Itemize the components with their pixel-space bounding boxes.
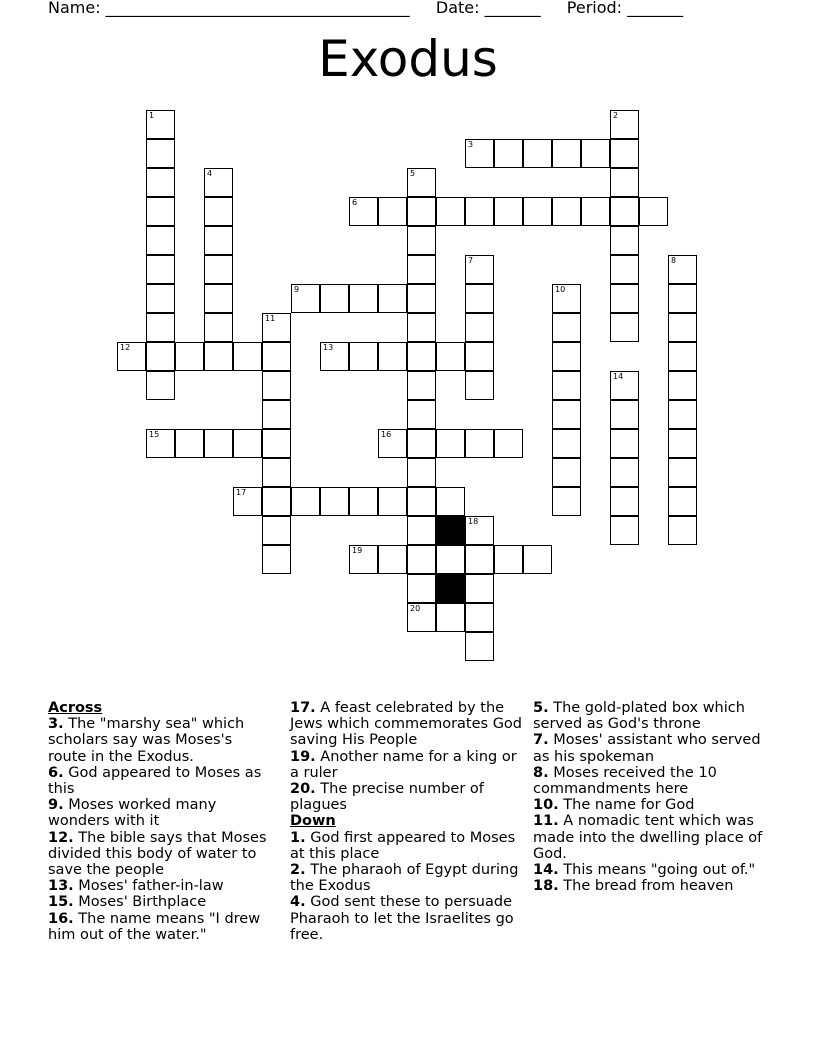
grid-cell[interactable]: [465, 429, 494, 458]
grid-cell[interactable]: [146, 255, 175, 284]
clues-column-1: [48, 700, 273, 943]
grid-cell[interactable]: [552, 313, 581, 342]
clue-number: 6: [352, 198, 358, 207]
grid-cell[interactable]: [610, 197, 639, 226]
clue-number: 4: [207, 169, 213, 178]
grid-cell[interactable]: [117, 342, 146, 371]
grid-cell[interactable]: [523, 197, 552, 226]
grid-cell[interactable]: [610, 226, 639, 255]
clue-item: [290, 700, 526, 749]
clue-text: The precise number of plagues: [290, 781, 484, 814]
grid-cell[interactable]: [320, 487, 349, 516]
clue-text: The "marshy sea" which scholars say was Moses's route in the Exodus.: [48, 716, 245, 765]
grid-cell[interactable]: [465, 342, 494, 371]
grid-cell[interactable]: [610, 110, 639, 139]
grid-cell[interactable]: [668, 313, 697, 342]
grid-cell[interactable]: [175, 429, 204, 458]
grid-cell[interactable]: [204, 284, 233, 313]
grid-cell[interactable]: [610, 429, 639, 458]
grid-cell[interactable]: [146, 226, 175, 255]
grid-cell[interactable]: [610, 371, 639, 400]
clue-number: 16: [381, 430, 392, 439]
grid-cell[interactable]: [523, 139, 552, 168]
grid-cell[interactable]: [465, 197, 494, 226]
grid-cell[interactable]: [407, 429, 436, 458]
grid-cell[interactable]: [349, 342, 378, 371]
grid-cell[interactable]: [552, 139, 581, 168]
grid-cell[interactable]: [465, 574, 494, 603]
clue-text: Moses received the 10 commandments here: [533, 764, 717, 798]
clue-text: The bible says that Moses divided this body of water to save the people: [48, 829, 267, 879]
clue-number: 20: [410, 604, 421, 613]
clue-item: [533, 878, 773, 894]
grid-cell[interactable]: [407, 197, 436, 226]
grid-cell[interactable]: [407, 574, 436, 603]
clue-number-label: 10.: [533, 797, 559, 814]
black-cell: [436, 516, 465, 545]
grid-cell[interactable]: [465, 255, 494, 284]
clue-number-label: 17.: [290, 700, 316, 716]
grid-cell[interactable]: [204, 197, 233, 226]
clue-number: 9: [294, 285, 300, 294]
grid-cell[interactable]: [407, 545, 436, 574]
grid-cell[interactable]: [262, 545, 291, 574]
clue-number: 11: [265, 314, 276, 323]
grid-cell[interactable]: [436, 429, 465, 458]
clue-number-label: 11.: [533, 813, 559, 830]
grid-cell[interactable]: [552, 487, 581, 516]
clue-number-label: 8.: [533, 764, 549, 781]
grid-cell[interactable]: [378, 487, 407, 516]
clue-number: 18: [468, 517, 479, 526]
clue-text: Moses' father-in-law: [73, 878, 224, 895]
clue-text: Moses worked many wonders with it: [48, 797, 217, 830]
black-cell: [436, 574, 465, 603]
grid-cell[interactable]: [233, 342, 262, 371]
grid-cell[interactable]: [262, 371, 291, 400]
clues-column-2: [290, 700, 526, 943]
grid-cell[interactable]: [407, 313, 436, 342]
clue-text: God sent these to persuade Pharaoh to let the Israelites go free.: [290, 894, 514, 943]
down-heading: Down: [290, 813, 336, 830]
grid-cell[interactable]: [552, 400, 581, 429]
clue-item: [533, 813, 773, 862]
clue-number-label: 20.: [290, 781, 316, 798]
grid-cell[interactable]: [204, 342, 233, 371]
grid-cell[interactable]: [465, 371, 494, 400]
clue-item: [48, 716, 273, 765]
clue-number: 14: [613, 372, 624, 381]
grid-cell[interactable]: [146, 371, 175, 400]
grid-cell[interactable]: [262, 342, 291, 371]
clue-text: A feast celebrated by the Jews which commemorates God saving His People: [290, 700, 523, 749]
grid-cell[interactable]: [407, 226, 436, 255]
clue-number: 19: [352, 546, 363, 555]
clue-item: [48, 830, 273, 879]
grid-cell[interactable]: [610, 458, 639, 487]
grid-cell[interactable]: [436, 545, 465, 574]
grid-cell[interactable]: [146, 429, 175, 458]
clue-item: [48, 911, 273, 943]
grid-cell[interactable]: [407, 255, 436, 284]
clue-item: [533, 732, 773, 764]
clue-text: The bread from heaven: [558, 878, 734, 895]
clue-item: [533, 862, 773, 878]
grid-cell[interactable]: [436, 342, 465, 371]
clue-text: A nomadic tent which was made into the dwelling place of God.: [533, 813, 763, 862]
clue-number-label: 18.: [533, 878, 559, 895]
clue-item: [290, 894, 526, 943]
clue-text: The name means "I drew him out of the water.": [48, 910, 261, 943]
grid-cell[interactable]: [349, 487, 378, 516]
grid-cell[interactable]: [552, 197, 581, 226]
grid-cell[interactable]: [494, 197, 523, 226]
grid-cell[interactable]: [320, 284, 349, 313]
clue-number-label: 12.: [48, 829, 74, 846]
grid-cell[interactable]: [465, 516, 494, 545]
clues-column-3: [533, 700, 773, 894]
clue-item: [290, 830, 526, 862]
grid-cell[interactable]: [378, 545, 407, 574]
clue-text: The name for God: [558, 797, 695, 814]
grid-cell[interactable]: [146, 342, 175, 371]
grid-cell[interactable]: [465, 284, 494, 313]
clue-number-label: 19.: [290, 748, 316, 765]
clue-item: [290, 862, 526, 894]
across-clue-list-continued: [290, 700, 526, 813]
page-title: Exodus: [318, 30, 498, 88]
grid-cell[interactable]: [610, 487, 639, 516]
grid-cell[interactable]: [465, 603, 494, 632]
grid-cell[interactable]: [407, 371, 436, 400]
grid-cell[interactable]: [494, 429, 523, 458]
clue-item: [290, 781, 526, 813]
clue-text: This means "going out of.": [558, 862, 756, 879]
grid-cell[interactable]: [668, 342, 697, 371]
grid-cell[interactable]: [668, 458, 697, 487]
clue-number-label: 13.: [48, 878, 74, 895]
grid-cell[interactable]: [610, 139, 639, 168]
clue-text: The gold-plated box which served as God's throne: [533, 700, 745, 733]
grid-cell[interactable]: [233, 487, 262, 516]
grid-cell[interactable]: [204, 255, 233, 284]
period-field[interactable]: Period: _______: [566, 0, 684, 17]
clue-number: 13: [323, 343, 334, 352]
grid-cell[interactable]: [262, 458, 291, 487]
clue-number: 1: [149, 111, 155, 120]
clue-number: 15: [149, 430, 160, 439]
grid-cell[interactable]: [436, 487, 465, 516]
grid-cell[interactable]: [581, 139, 610, 168]
grid-cell[interactable]: [581, 197, 610, 226]
grid-cell[interactable]: [552, 284, 581, 313]
grid-cell[interactable]: [349, 197, 378, 226]
grid-cell[interactable]: [262, 429, 291, 458]
grid-cell[interactable]: [436, 603, 465, 632]
grid-cell[interactable]: [291, 284, 320, 313]
grid-cell[interactable]: [465, 313, 494, 342]
clue-number: 7: [468, 256, 474, 265]
clue-number-label: 14.: [533, 862, 559, 879]
clue-number: 5: [410, 169, 416, 178]
grid-cell[interactable]: [262, 516, 291, 545]
across-clue-list: [48, 716, 273, 943]
grid-cell[interactable]: [146, 139, 175, 168]
grid-cell[interactable]: [146, 197, 175, 226]
clue-text: God first appeared to Moses at this place: [290, 829, 516, 862]
clue-item: [533, 765, 773, 797]
grid-cell[interactable]: [610, 284, 639, 313]
grid-cell[interactable]: [523, 545, 552, 574]
clue-text: Moses' assistant who served as his spokeman: [533, 732, 761, 765]
grid-cell[interactable]: [204, 168, 233, 197]
clue-item: [48, 797, 273, 829]
clue-number-label: 15.: [48, 894, 74, 911]
grid-cell[interactable]: [436, 197, 465, 226]
clue-number-label: 7.: [533, 732, 549, 749]
grid-cell[interactable]: [146, 284, 175, 313]
grid-cell[interactable]: [494, 139, 523, 168]
grid-cell[interactable]: [146, 110, 175, 139]
grid-cell[interactable]: [407, 516, 436, 545]
grid-cell[interactable]: [465, 545, 494, 574]
grid-cell[interactable]: [233, 429, 262, 458]
grid-cell[interactable]: [407, 400, 436, 429]
clue-number-label: 4.: [290, 894, 306, 911]
grid-cell[interactable]: [407, 458, 436, 487]
grid-cell[interactable]: [407, 603, 436, 632]
grid-cell[interactable]: [465, 139, 494, 168]
clue-number-label: 5.: [533, 700, 549, 716]
clue-text: The pharaoh of Egypt during the Exodus: [290, 862, 519, 895]
date-field[interactable]: Date: _______: [435, 0, 541, 17]
grid-cell[interactable]: [204, 429, 233, 458]
clue-item: [48, 878, 273, 894]
grid-cell[interactable]: [378, 284, 407, 313]
name-field[interactable]: Name: ______________________________________: [48, 0, 410, 17]
grid-cell[interactable]: [552, 342, 581, 371]
grid-cell[interactable]: [610, 313, 639, 342]
clue-number-label: 9.: [48, 797, 64, 814]
grid-cell[interactable]: [668, 400, 697, 429]
grid-cell[interactable]: [349, 284, 378, 313]
clue-number-label: 3.: [48, 716, 64, 733]
grid-cell[interactable]: [407, 342, 436, 371]
grid-cell[interactable]: [262, 400, 291, 429]
grid-cell[interactable]: [349, 545, 378, 574]
grid-cell[interactable]: [552, 458, 581, 487]
grid-cell[interactable]: [378, 429, 407, 458]
clue-number-label: 16.: [48, 910, 74, 927]
clue-text: Another name for a king or a ruler: [290, 748, 517, 781]
clue-item: [533, 797, 773, 813]
grid-cell[interactable]: [552, 429, 581, 458]
grid-cell[interactable]: [465, 632, 494, 661]
down-clue-list: [290, 830, 526, 943]
clue-text: Moses' Birthplace: [73, 894, 207, 911]
grid-cell[interactable]: [668, 371, 697, 400]
grid-cell[interactable]: [668, 516, 697, 545]
down-clue-list-continued: [533, 700, 773, 894]
grid-cell[interactable]: [668, 429, 697, 458]
grid-cell[interactable]: [204, 313, 233, 342]
grid-cell[interactable]: [320, 342, 349, 371]
clue-number: 10: [555, 285, 566, 294]
clue-number-label: 6.: [48, 764, 64, 781]
grid-cell[interactable]: [262, 487, 291, 516]
clue-text: God appeared to Moses as this: [48, 764, 262, 798]
clue-number: 8: [671, 256, 677, 265]
grid-cell[interactable]: [407, 487, 436, 516]
clue-number: 2: [613, 111, 619, 120]
clue-item: [48, 894, 273, 910]
grid-cell[interactable]: [610, 516, 639, 545]
grid-cell[interactable]: [291, 487, 320, 516]
grid-cell[interactable]: [175, 342, 204, 371]
grid-cell[interactable]: [610, 168, 639, 197]
clue-number: 3: [468, 140, 474, 149]
grid-cell[interactable]: [378, 197, 407, 226]
grid-cell[interactable]: [610, 255, 639, 284]
clue-number: 12: [120, 343, 131, 352]
clue-item: [48, 765, 273, 797]
grid-cell[interactable]: [204, 226, 233, 255]
across-heading: Across: [48, 700, 103, 716]
clue-number-label: 2.: [290, 862, 306, 879]
clue-item: [290, 749, 526, 781]
grid-cell[interactable]: [407, 168, 436, 197]
grid-cell[interactable]: [668, 255, 697, 284]
clue-number: 17: [236, 488, 247, 497]
grid-cell[interactable]: [668, 487, 697, 516]
grid-cell[interactable]: [146, 313, 175, 342]
grid-cell[interactable]: [668, 284, 697, 313]
grid-cell[interactable]: [407, 284, 436, 313]
grid-cell[interactable]: [552, 371, 581, 400]
grid-cell[interactable]: [146, 168, 175, 197]
grid-cell[interactable]: [610, 400, 639, 429]
grid-cell[interactable]: [378, 342, 407, 371]
clue-item: [533, 700, 773, 732]
grid-cell[interactable]: [262, 313, 291, 342]
grid-cell[interactable]: [639, 197, 668, 226]
grid-cell[interactable]: [494, 545, 523, 574]
clue-number-label: 1.: [290, 829, 306, 846]
